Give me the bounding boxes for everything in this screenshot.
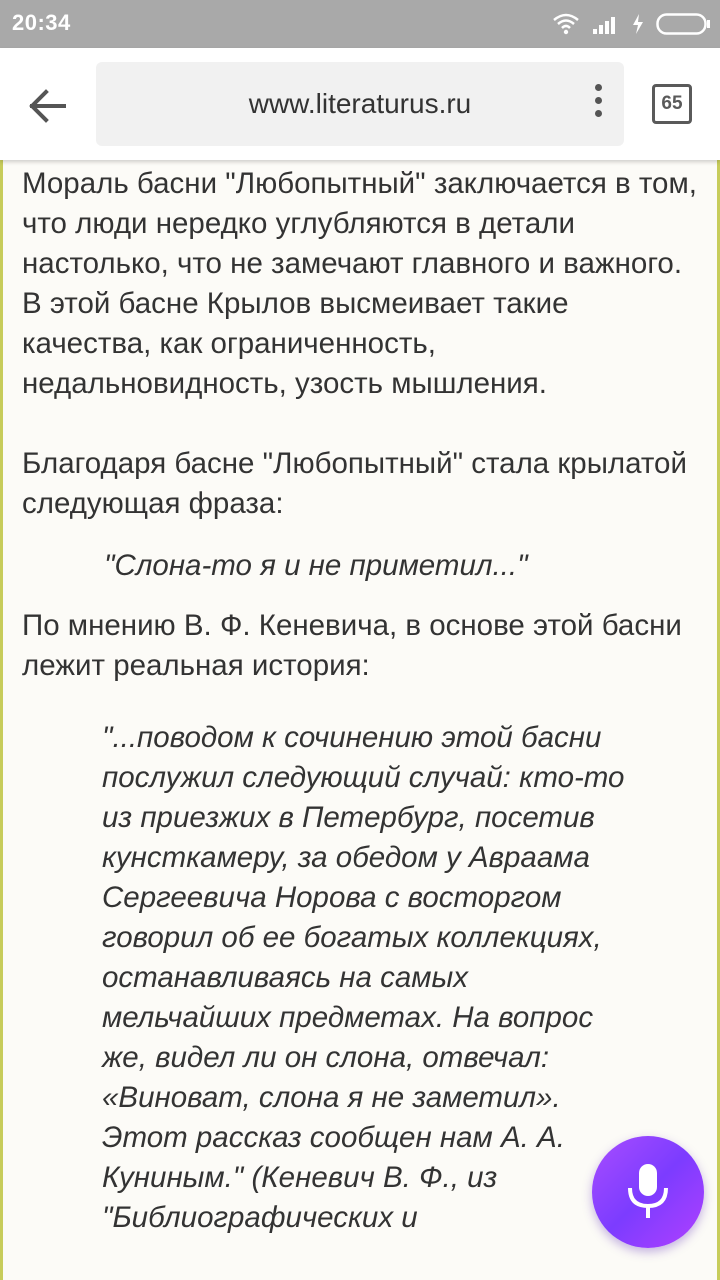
article-paragraph-1: Мораль басни "Любопытный" заключается в том, что люди нередко углубляются в детали настолько, что не замечают главного и важного. В этой басне Крылов высмеивает такие качества, как ограниченность, недальновидность, узость мышления. — [22, 167, 697, 400]
wifi-icon — [552, 13, 580, 35]
url-text: www.literaturus.ru — [248, 88, 472, 119]
charging-icon — [632, 13, 644, 35]
more-vert-icon[interactable] — [592, 84, 604, 124]
browser-toolbar — [0, 48, 720, 160]
battery-icon — [656, 12, 712, 36]
back-arrow-icon — [18, 78, 74, 134]
article-paragraph-2: Благодаря басне "Любопытный" стала крылатой следующая фраза: — [22, 447, 687, 520]
status-time: 20:34 — [12, 10, 71, 35]
status-bar — [0, 0, 720, 48]
back-button[interactable] — [18, 78, 74, 134]
quote-short: "Слона-то я и не приметил..." — [104, 549, 528, 582]
quote-long: "...поводом к сочинению этой басни послужил следующий случай: кто-то из приезжих в Петербург, посетив кунсткамеру, за обедом у Авраама Сергеевича Норова с восторгом говорил об ее богатых коллекциях, останавливаясь на самых мельчайших предметах. На вопрос же, видел ли он слона, отвечал: «Виноват, слона я не заметил». Этот рассказ сообщен нам А. А. Куниным." (Кеневич В. Ф., из "Библиографических и — [102, 721, 625, 1234]
signal-icon — [592, 13, 620, 35]
article-body — [22, 164, 702, 1238]
article-paragraph-3: По мнению В. Ф. Кеневича, в основе этой басни лежит реальная история: — [22, 609, 682, 682]
url-bar[interactable] — [96, 62, 624, 146]
microphone-icon — [622, 1162, 674, 1222]
status-icons — [552, 10, 712, 38]
tabs-count-button[interactable]: 65 — [652, 84, 692, 124]
voice-search-button[interactable] — [592, 1136, 704, 1248]
